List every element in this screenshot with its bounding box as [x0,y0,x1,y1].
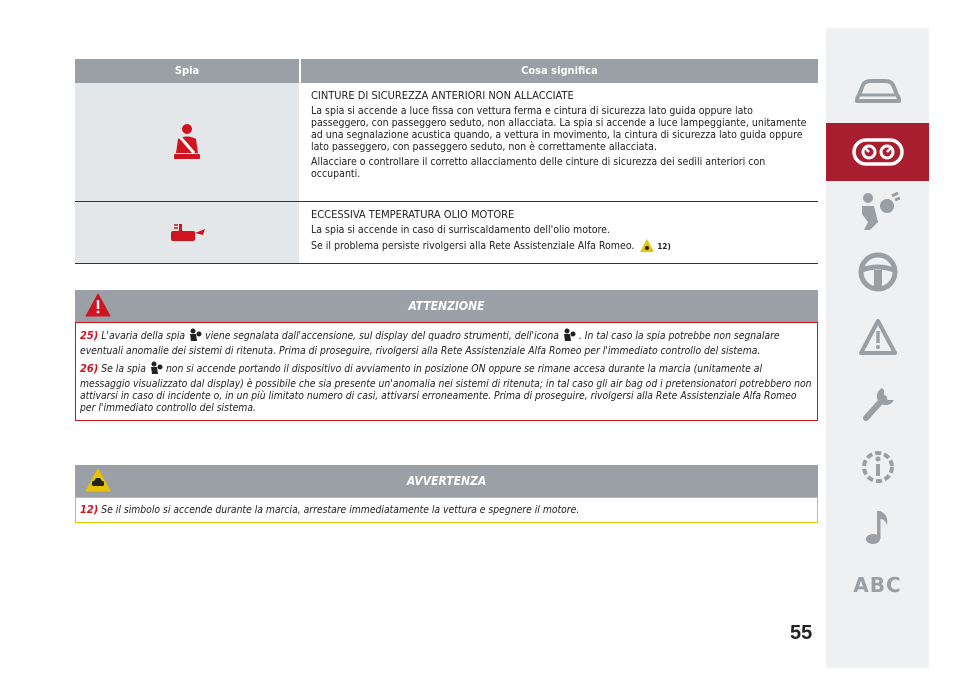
column-header-spia: Spia [75,59,299,83]
column-header-significato: Cosa significa [301,59,818,83]
avvertenza-band [75,465,818,497]
dashboard-gauges-icon [851,137,905,167]
warning-title: CINTURE DI SICUREZZA ANTERIORI NON ALLACCIATE [311,89,574,102]
attenzione-content [75,322,818,421]
airbag-indicator-icon [149,361,163,378]
caution-icon [640,239,654,255]
description-paragraph: La spia si accende a luce fissa con vettura ferma e cintura di sicurezza lato guida oppure lato passeggero, con passeggero seduto, non allacciata. La spia si accende a luce lampeggiante, unitamente ad una segnalazione acustica quando, a vettura in movimento, la cintura di sicurezza lato guida oppure lato passeggero, con passeggero seduto, non è correttamente allacciata. [311,105,807,153]
description-cell [299,202,818,263]
music-note-icon [863,507,893,547]
sidebar-item-multimedia[interactable] [826,498,929,556]
table-row [75,202,818,264]
description-cell [299,83,818,201]
reference-mark[interactable]: 12) [657,242,671,251]
attenzione-band [75,290,818,322]
wrench-icon [858,382,898,422]
oil-temperature-icon [167,223,207,243]
sidebar-item-index[interactable] [826,556,929,614]
warning-triangle-icon [858,318,898,356]
warning-title: ECCESSIVA TEMPERATURA OLIO MOTORE [311,208,515,221]
chapter-sidebar [826,28,929,668]
description-paragraph: La spia si accende in caso di surriscaldamento dell'olio motore. [311,224,610,236]
attenzione-title: ATTENZIONE [408,299,485,313]
note-item: 25) L'avaria della spia viene segnalata dall'accensione, sul display del quadro strumenti, dell'icona . In tal caso la spia potrebbe non segnalare eventuali anomalie dei sistemi di ritenuta. Prima di proseguire, rivolgersi alla Rete Assistenziale Alfa Romeo per l'immediato controllo del sistema. [80,329,780,357]
sidebar-item-driving[interactable] [826,243,929,301]
icon-cell [75,83,299,201]
sidebar-item-emergency[interactable] [826,308,929,366]
note-number: 26) [80,362,99,375]
avvertenza-box [75,465,818,523]
airbag-passenger-icon [856,192,900,232]
car-icon [853,77,903,107]
table-row [75,83,818,202]
page-number: 55 [790,622,813,644]
sidebar-item-technical-data[interactable] [826,438,929,496]
airbag-indicator-icon [188,328,202,345]
index-label: ABC [853,573,902,597]
note-item: 12) Se il simbolo si accende durante la marcia, arrestare immediatamente la vettura e spegnere il motore. [80,503,580,516]
sidebar-item-dashboard[interactable] [826,123,929,181]
description-paragraph: Se il problema persiste rivolgersi alla Rete Assistenziale Alfa Romeo. 12) [311,239,812,255]
steering-wheel-icon [858,252,898,292]
seatbelt-warning-icon [170,123,204,161]
info-gear-icon [857,446,899,488]
avvertenza-title: AVVERTENZA [406,474,487,488]
sidebar-item-car[interactable] [826,63,929,121]
note-item: 26) Se la spia non si accende portando il dispositivo di avviamento in posizione ON oppure se rimane accesa durante la marcia (unitamente al messaggio visualizzato dal display) è possibile che sia presente un'anomalia nei sistemi di ritenuta; in tal caso gli air bag od i pretensionatori potrebbero non attivarsi in caso di incidente o, in un più limitato numero di casi, attivarsi erroneamente. Prima di proseguire, rivolgersi alla Rete Assistenziale Alfa Romeo per l'immediato controllo del sistema. [80,362,812,414]
sidebar-item-safety[interactable] [826,183,929,241]
note-number: 12) [80,503,99,516]
description-paragraph: Allacciare o controllare il corretto allacciamento delle cinture di sicurezza dei sedili anteriori con occupanti. [311,156,766,180]
icon-cell [75,202,299,263]
sidebar-item-maintenance[interactable] [826,373,929,431]
note-number: 25) [80,329,99,342]
airbag-indicator-icon [562,328,576,345]
table-header [75,59,818,83]
avvertenza-content [75,497,818,523]
attenzione-box [75,290,818,421]
